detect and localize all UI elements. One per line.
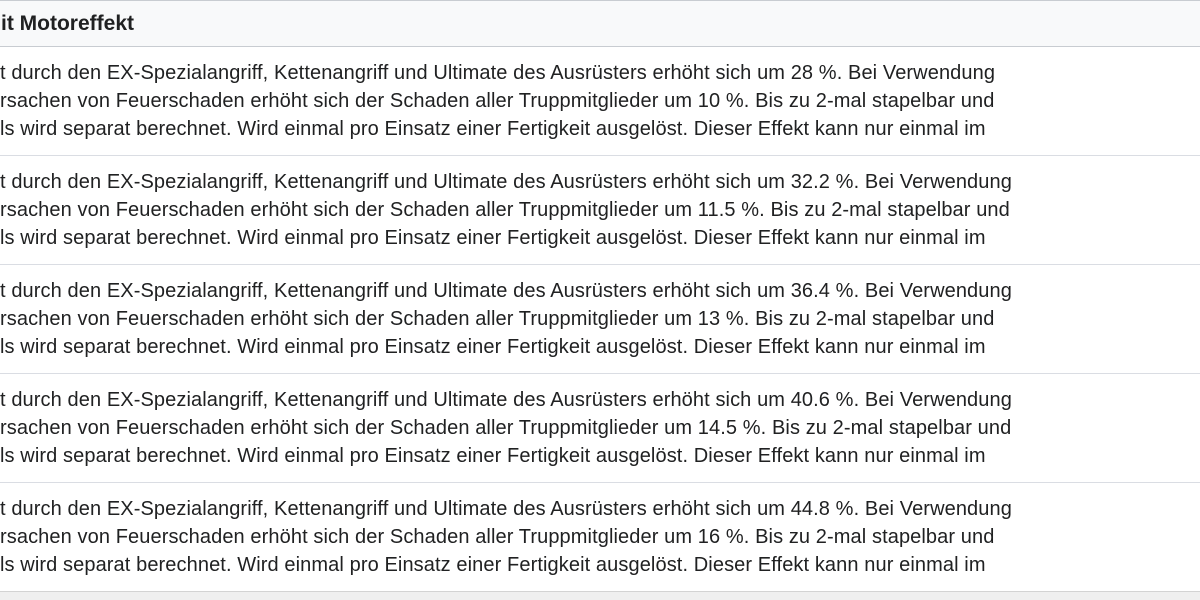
effect-description-line: t durch den EX-Spezialangriff, Kettenangriff und Ultimate des Ausrüsters erhöht sich um 44.8 %. Bei Verwendung <box>0 498 1012 520</box>
section-header <box>0 0 1200 47</box>
effect-description-line: ls wird separat berechnet. Wird einmal pro Einsatz einer Fertigkeit ausgelöst. Dieser Effekt kann nur einmal im <box>0 336 986 358</box>
effect-row <box>0 156 1200 265</box>
effect-description-line: ls wird separat berechnet. Wird einmal pro Einsatz einer Fertigkeit ausgelöst. Dieser Effekt kann nur einmal im <box>0 227 986 249</box>
effect-description-line: t durch den EX-Spezialangriff, Kettenangriff und Ultimate des Ausrüsters erhöht sich um 40.6 %. Bei Verwendung <box>0 389 1012 411</box>
effect-description-line: ls wird separat berechnet. Wird einmal pro Einsatz einer Fertigkeit ausgelöst. Dieser Effekt kann nur einmal im <box>0 118 986 140</box>
effect-description-line: rsachen von Feuerschaden erhöht sich der Schaden aller Truppmitglieder um 11.5 %. Bis zu 2-mal stapelbar und <box>0 199 1010 221</box>
effect-description-line: t durch den EX-Spezialangriff, Kettenangriff und Ultimate des Ausrüsters erhöht sich um 36.4 %. Bei Verwendung <box>0 280 1012 302</box>
effect-description-line: rsachen von Feuerschaden erhöht sich der Schaden aller Truppmitglieder um 16 %. Bis zu 2-mal stapelbar und <box>0 526 995 548</box>
effect-description-line: t durch den EX-Spezialangriff, Kettenangriff und Ultimate des Ausrüsters erhöht sich um 32.2 %. Bei Verwendung <box>0 171 1012 193</box>
effect-description-line: rsachen von Feuerschaden erhöht sich der Schaden aller Truppmitglieder um 13 %. Bis zu 2-mal stapelbar und <box>0 308 995 330</box>
effect-description-line: rsachen von Feuerschaden erhöht sich der Schaden aller Truppmitglieder um 14.5 %. Bis zu 2-mal stapelbar und <box>0 417 1012 439</box>
effect-row <box>0 47 1200 156</box>
effect-description-line: ls wird separat berechnet. Wird einmal pro Einsatz einer Fertigkeit ausgelöst. Dieser Effekt kann nur einmal im <box>0 445 986 467</box>
effect-description-line: rsachen von Feuerschaden erhöht sich der Schaden aller Truppmitglieder um 10 %. Bis zu 2-mal stapelbar und <box>0 90 995 112</box>
effect-row <box>0 483 1200 592</box>
effect-row <box>0 374 1200 483</box>
section-title: it Motoreffekt <box>1 12 134 35</box>
horizontal-scrollbar[interactable] <box>0 591 1200 600</box>
effect-row <box>0 265 1200 374</box>
effect-description-line: ls wird separat berechnet. Wird einmal pro Einsatz einer Fertigkeit ausgelöst. Dieser Effekt kann nur einmal im <box>0 554 986 576</box>
effect-description-line: t durch den EX-Spezialangriff, Kettenangriff und Ultimate des Ausrüsters erhöht sich um 28 %. Bei Verwendung <box>0 62 996 84</box>
